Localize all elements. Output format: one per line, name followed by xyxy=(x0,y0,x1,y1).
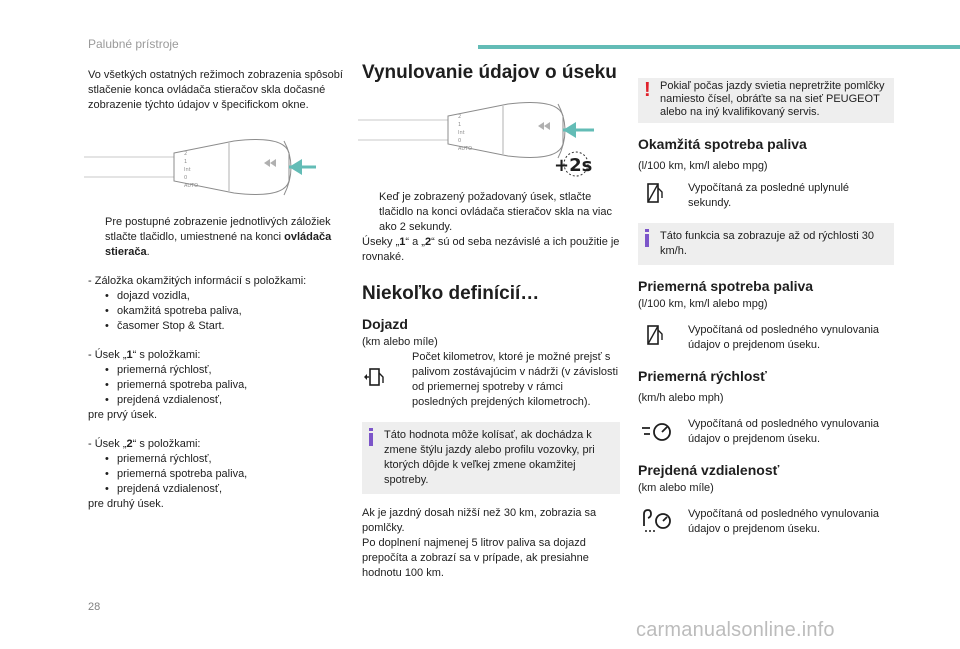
instant-info-text: Táto funkcia sa zobrazuje až od rýchlosti 30 km/h. xyxy=(660,230,875,257)
press-text-bold: ovládača stierača xyxy=(105,231,332,258)
bullet-dot: • xyxy=(105,453,109,465)
stalk-label: AUTO xyxy=(184,183,199,189)
avg-consumption-text: Vypočítaná od posledného vynulovania údajov o prejdenom úseku. xyxy=(688,323,880,351)
instant-title: Okamžitá spotreba paliva xyxy=(638,136,807,152)
tab-intro: - Záložka okamžitých informácií s položkami: xyxy=(88,275,307,287)
column-middle xyxy=(362,62,620,581)
stalk-label: 2 xyxy=(184,151,188,157)
bullet-dot: • xyxy=(105,320,109,332)
instant-row xyxy=(638,178,894,213)
distance-pin-icon xyxy=(638,504,688,539)
list-item: • priemerná rýchlosť, xyxy=(105,364,212,376)
stalk-label: Int xyxy=(458,130,465,136)
timer-badge-icon xyxy=(554,152,592,176)
reset-title: Vynulovanie údajov o úseku xyxy=(362,62,617,83)
press-instruction xyxy=(88,215,346,260)
bullet-dot: • xyxy=(105,468,109,480)
instant-unit: (l/100 km, km/l alebo mpg) xyxy=(638,160,768,172)
stalk-label: 1 xyxy=(458,122,462,128)
list-item: • priemerná rýchlosť, xyxy=(105,453,212,465)
range-info-box xyxy=(362,422,620,494)
list-item: • prejdená vzdialenosť, xyxy=(105,394,223,406)
bullet-dot: • xyxy=(105,364,109,376)
info-icon xyxy=(645,229,649,247)
avg-consumption-unit: (l/100 km, km/l alebo mpg) xyxy=(638,298,768,310)
list-item: • časomer Stop & Start. xyxy=(105,320,225,332)
column-left xyxy=(88,68,346,512)
bullet-dot: • xyxy=(105,394,109,406)
fuel-pump-average-icon xyxy=(638,320,688,355)
range-low-text: Ak je jazdný dosah nižší než 30 km, zobrazia sa pomlčky. xyxy=(362,507,597,534)
avg-consumption-row xyxy=(638,320,894,355)
range-info-text: Táto hodnota môže kolísať, ak dochádza k zmene štýlu jazdy alebo profilu vozovky, pri ktorých dôjde k veľkej zmene okamžitej spotreby. xyxy=(384,429,595,486)
fuel-pump-range-icon xyxy=(362,363,412,398)
list-item: • okamžitá spotreba paliva, xyxy=(105,305,242,317)
range-unit: (km alebo míle) xyxy=(362,336,438,348)
bullet-dot: • xyxy=(105,379,109,391)
warning-text: Pokiaľ počas jazdy svietia nepretržite pomlčky namiesto čísel, obráťte sa na sieť PEUGEOT alebo na iný kvalifikovaný servis. xyxy=(660,80,885,118)
definitions-title: Niekoľko definícií… xyxy=(362,283,540,304)
list-item: • prejdená vzdialenosť, xyxy=(105,483,223,495)
press-text-b: . xyxy=(146,246,150,258)
distance-title: Prejdená vzdialenosť xyxy=(638,462,780,478)
sections-note: Úseky „1“ a „2“ sú od seba nezávislé a ich použitie je rovnaké. xyxy=(362,236,620,263)
bullet-dot: • xyxy=(105,483,109,495)
intro-paragraph: Vo všetkých ostatných režimoch zobrazenia spôsobí stlačenie konca ovládača stieračov skla dočasné zobrazenie týchto údajov v špecifickom okne. xyxy=(88,69,343,111)
distance-row xyxy=(638,504,894,539)
stalk-svg xyxy=(84,133,334,203)
header-accent-bar xyxy=(478,45,960,49)
speedometer-icon xyxy=(638,414,688,449)
checkbox-bullet-icon xyxy=(362,190,379,235)
badge-text: +2s xyxy=(554,155,593,176)
press-text xyxy=(105,215,346,260)
page-header-title: Palubné prístroje xyxy=(88,37,179,51)
instant-info-box xyxy=(638,223,894,265)
section1-items-list xyxy=(88,363,346,408)
stalk-label: 0 xyxy=(184,175,188,181)
section2-items-list xyxy=(88,452,346,497)
stalk-label: 1 xyxy=(184,159,188,165)
range-refuel-text: Po doplnení najmenej 5 litrov paliva sa dojazd prepočíta a zobrazí sa v prípade, ak presiahne hodnotu 100 km. xyxy=(362,537,589,579)
list-item: • priemerná spotreba paliva, xyxy=(105,379,248,391)
range-text: Počet kilometrov, ktoré je možné prejsť s palivom zostávajúcim v nádrži (v závislosti od priemernej spotreby v rámci posledných prejdených kilometroch). xyxy=(412,351,619,408)
distance-unit: (km alebo míle) xyxy=(638,482,714,494)
stalk-label: 0 xyxy=(458,138,462,144)
range-row xyxy=(362,350,620,410)
checkbox-bullet-icon xyxy=(88,215,105,260)
tab-items-list xyxy=(88,289,346,334)
section2-intro: - Úsek „2“ s položkami: xyxy=(88,438,201,450)
page-number: 28 xyxy=(88,601,101,613)
stalk-label: 2 xyxy=(458,114,462,120)
stalk-label: Int xyxy=(184,167,191,173)
instant-text: Vypočítaná za posledné uplynulé sekundy. xyxy=(688,181,850,209)
avg-consumption-title: Priemerná spotreba paliva xyxy=(638,278,814,294)
range-title: Dojazd xyxy=(362,316,408,332)
column-right xyxy=(638,78,894,539)
section1-after: pre prvý úsek. xyxy=(88,409,158,421)
reset-instruction xyxy=(362,190,620,235)
avg-speed-title: Priemerná rýchlosť xyxy=(638,368,767,384)
stalk-svg-2 xyxy=(358,98,608,178)
wiper-stalk-illustration xyxy=(358,98,608,178)
wiper-stalk-illustration xyxy=(84,133,334,203)
avg-speed-unit: (km/h alebo mph) xyxy=(638,392,724,404)
fuel-pump-instant-icon xyxy=(638,178,688,213)
bullet-dot: • xyxy=(105,290,109,302)
warning-box xyxy=(638,78,894,123)
press-text-a: Pre postupné zobrazenie jednotlivých záložiek stlačte tlačidlo, umiestnené na konci xyxy=(105,216,331,243)
info-icon xyxy=(369,428,373,446)
warning-icon: ! xyxy=(644,79,651,101)
avg-speed-row xyxy=(638,414,894,449)
bullet-dot: • xyxy=(105,305,109,317)
watermark: carmanualsonline.info xyxy=(636,619,835,641)
reset-text: Keď je zobrazený požadovaný úsek, stlačte tlačidlo na konci ovládača stieračov skla na viac ako 2 sekundy. xyxy=(379,191,612,233)
list-item: • priemerná spotreba paliva, xyxy=(105,468,248,480)
stalk-label: AUTO xyxy=(458,146,473,152)
section2-after: pre druhý úsek. xyxy=(88,498,164,510)
section1-intro: - Úsek „1“ s položkami: xyxy=(88,349,201,361)
distance-text: Vypočítaná od posledného vynulovania údajov o prejdenom úseku. xyxy=(688,507,880,535)
avg-speed-text: Vypočítaná od posledného vynulovania údajov o prejdenom úseku. xyxy=(688,417,880,445)
list-item: • dojazd vozidla, xyxy=(105,290,190,302)
